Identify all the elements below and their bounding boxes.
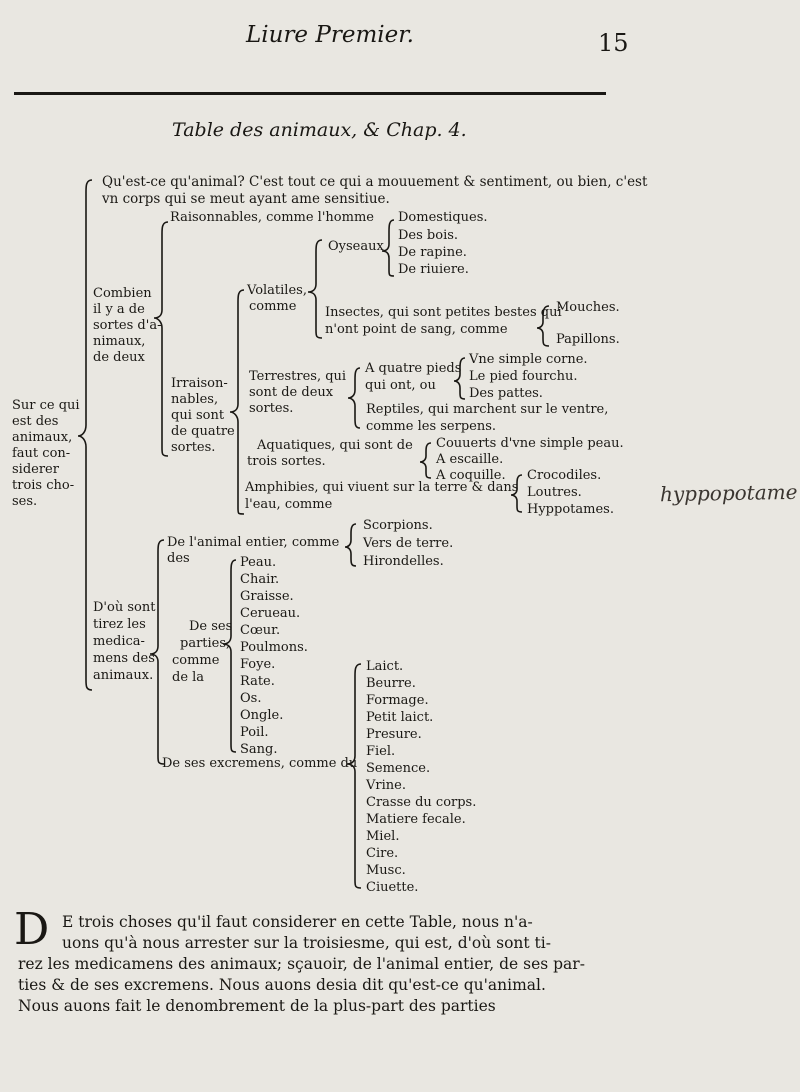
running-title: Liure Premier.	[246, 22, 414, 48]
marginal-handwritten-note: hyppopotame	[659, 479, 798, 507]
definition-line-1: Qu'est-ce qu'animal? C'est tout ce qui a mouuement & sentiment, ou bien, c'est	[102, 174, 648, 190]
definition-line-2: vn corps qui se meut ayant ame sensitiue.	[102, 191, 390, 207]
raisonnables-label: Raisonnables, comme l'homme	[170, 210, 374, 225]
mouches-label: Mouches.	[556, 300, 620, 315]
papillons-label: Papillons.	[556, 332, 620, 347]
paragraph-line-3: rez les medicamens des animaux; sçauoir, de l'animal entier, de ses par-	[18, 955, 585, 973]
oyseaux-label: Oyseaux	[328, 239, 384, 254]
domestiques-label: Domestiques.	[398, 210, 488, 225]
header-rule	[14, 92, 606, 95]
paragraph-line-1: E trois choses qu'il faut considerer en cette Table, nous n'a-	[62, 913, 533, 931]
table-title: Table des animaux, & Chap. 4.	[172, 119, 467, 141]
paragraph-line-2: uons qu'à nous arrester sur la troisiesme, qui est, d'où sont ti-	[62, 934, 551, 952]
excremens-label: De ses excremens, comme du	[162, 756, 358, 771]
paragraph-line-5: Nous auons fait le denombrement de la plus-part des parties	[18, 997, 496, 1015]
drop-cap: D	[14, 904, 50, 955]
page-number: 15	[598, 29, 629, 57]
paragraph-line-4: ties & de ses excremens. Nous auons desia dit qu'est-ce qu'animal.	[18, 976, 546, 994]
book-page: Liure Premier. 15 Table des animaux, & Chap. 4. Qu'est-ce qu'animal? C'est tout ce qui a mouuement & sentiment, ou bien, c'est vn corps qui se meut ayant ame sensitiue. Sur ce qui est des animaux, faut con- siderer trois cho- ses. Combien il y a de sortes d'a- nimaux, de deux Raisonnables, comme l'homme Domestiques. Des bois. De rapine. De riuiere. Oyseaux Volatiles, comme Insectes, qui sont petites bestes qui n'ont point de sang, comme Mouches. Papillons. Irraison- nables, qui sont de quatre sortes. Terrestres, qui sont de deux sortes. A quatre pieds qui ont, ou Vne simple corne. Le pied fourchu. Des pattes. Reptiles, qui marchent sur le ventre, comme les serpens. Aquatiques, qui sont de trois sortes. Couuerts d'vne simple peau. A escaille. A coquille. Crocodiles. Loutres. Hyppotames. Amphibies, qui viuent sur la terre & dans l'eau, comme hyppopotame D'où sont tirez les medica- mens des animaux. De l'animal entier, comme des Scorpions. Vers de terre. Hirondelles. De ses parties, comme de la Peau. Chair. Graisse. Cerueau. Cœur. Poulmons. Foye. Rate. Os. Ongle. Poil. Sang. De ses excremens, comme du Laict. Beurre. Formage. Petit laict. Presure. Fiel. Semence. Vrine. Crasse du corps. Matiere fecale. Miel. Cire. Musc. Ciuette. D E trois choses qu'il faut considerer en cette Table, nous n'a- uons qu'à nous arrester sur la troisiesme, qui est, d'où sont ti- rez les medicamens des animaux; sçauoir, de l'animal entier, de ses par- ties & de ses excremens. Nous auons desia dit qu'est-ce qu'animal. Nous auons fait le denombrement de la plus-part des parties	[0, 0, 800, 1092]
